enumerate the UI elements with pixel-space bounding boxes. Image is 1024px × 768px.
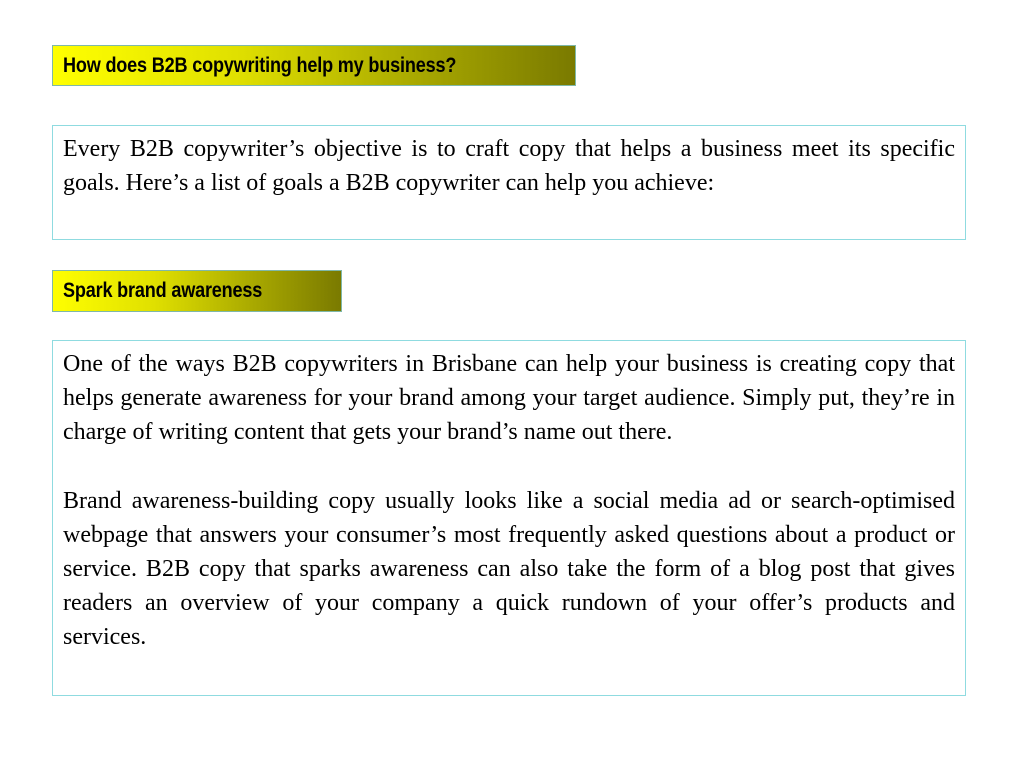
intro-paragraph: Every B2B copywriter’s objective is to craft copy that helps a business meet its specific goals. Here’s a list of goals a B2B copywriter can help you achieve:	[63, 136, 955, 197]
section-heading-b2b-copywriting	[52, 45, 576, 86]
section-heading-brand-awareness	[52, 270, 342, 312]
intro-text-box	[52, 125, 966, 240]
body-paragraph: Brand awareness-building copy usually looks like a social media ad or search-optimised webpage that answers your consumer’s most frequently asked questions about a product or service. B2B copy that sparks awareness can also take the form of a blog post that gives readers an overview of your company a quick rundown of your offer’s products and services.	[63, 487, 955, 651]
section-heading-text: Spark brand awareness	[63, 279, 263, 302]
section-heading-text: How does B2B copywriting help my business?	[63, 53, 457, 77]
body-paragraph: One of the ways B2B copywriters in Brisbane can help your business is creating copy that helps generate awareness for your brand among your target audience. Simply put, they’re in charge of writing content that gets your brand’s name out there.	[63, 351, 955, 446]
brand-awareness-text-box	[52, 340, 966, 696]
